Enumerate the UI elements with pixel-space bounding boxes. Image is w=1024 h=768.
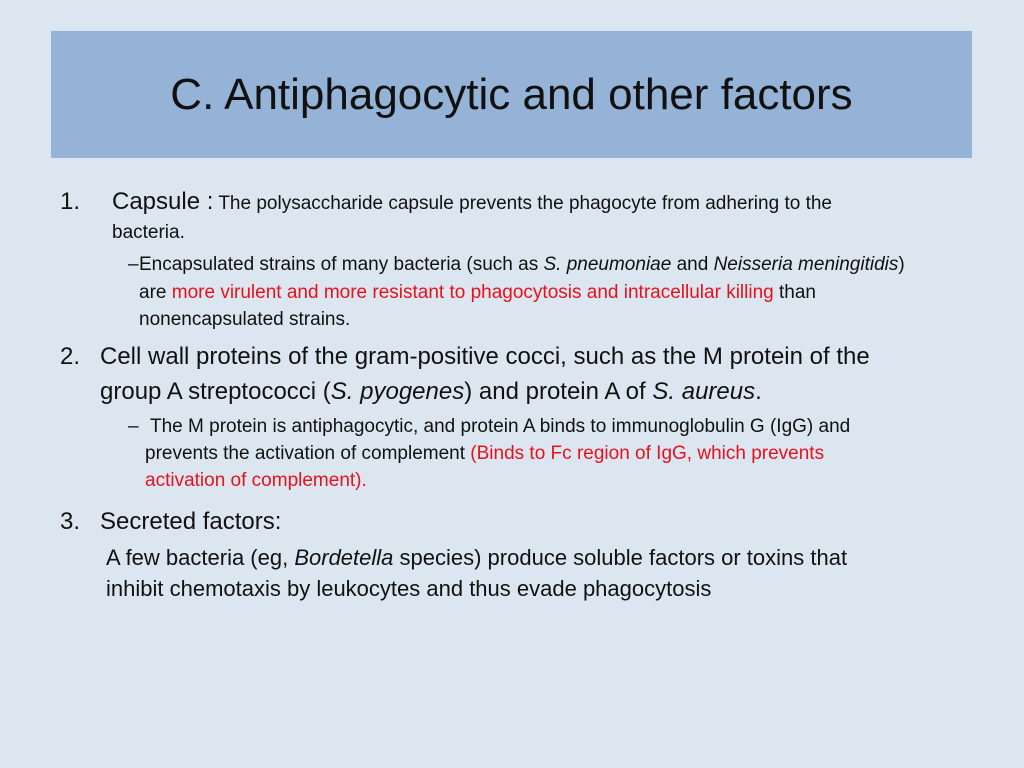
item-1-sub-bullet: – (128, 254, 139, 275)
text-run: A few bacteria (eg, (106, 545, 295, 570)
species-name: S. pneumoniae (543, 254, 672, 275)
item-2-sub-line-2 (145, 443, 824, 465)
item-3-number: 3. (60, 508, 81, 535)
highlighted-text: (Binds to Fc region of IgG, which prevents (470, 443, 825, 464)
item-1-number: 1. (60, 188, 81, 215)
text-run: . (755, 378, 762, 405)
item-2-sub-bullet: – (128, 416, 139, 437)
text-run: group A streptococci ( (100, 378, 331, 405)
species-name: S. pyogenes (330, 378, 465, 405)
species-name: S. aureus (652, 378, 756, 405)
highlighted-text: more virulent and more resistant to phagocytosis and intracellular killing (171, 282, 774, 303)
text-run: species) produce soluble factors or toxins that (393, 545, 848, 570)
text-run: and (671, 254, 714, 275)
text-run: than (773, 282, 816, 303)
item-1-text-cont: bacteria. (112, 222, 185, 243)
item-2-line-1: Cell wall proteins of the gram-positive cocci, such as the M protein of the (100, 343, 870, 370)
item-1-sub-line-3: nonencapsulated strains. (139, 309, 351, 330)
item-1-sub-line-1 (139, 254, 905, 276)
item-3-heading: Secreted factors: (100, 508, 282, 535)
item-1-text: The polysaccharide capsule prevents the phagocyte from adhering to the (213, 193, 832, 214)
item-2-number: 2. (60, 343, 81, 370)
item-3-line-1 (106, 545, 847, 571)
text-run: ) and protein A of (464, 378, 653, 405)
item-3-line-2: inhibit chemotaxis by leukocytes and thus evade phagocytosis (106, 576, 712, 601)
text-run: prevents the activation of complement (145, 443, 471, 464)
item-2-sub-line-1: The M protein is antiphagocytic, and protein A binds to immunoglobulin G (IgG) and (150, 416, 851, 437)
text-run: ) (898, 254, 905, 275)
species-name: Neisseria meningitidis (713, 254, 899, 275)
item-1-heading-line (112, 188, 832, 216)
text-run: Encapsulated strains of many bacteria (such as (139, 254, 544, 275)
title-band (51, 31, 972, 158)
item-1-sub-line-2 (139, 282, 816, 304)
item-2-line-2 (100, 378, 762, 406)
text-run: are (139, 282, 172, 303)
slide-title: C. Antiphagocytic and other factors (170, 69, 853, 119)
item-1-heading: Capsule : (112, 188, 214, 215)
item-2-sub-line-3: activation of complement). (145, 470, 367, 491)
species-name: Bordetella (294, 545, 394, 570)
